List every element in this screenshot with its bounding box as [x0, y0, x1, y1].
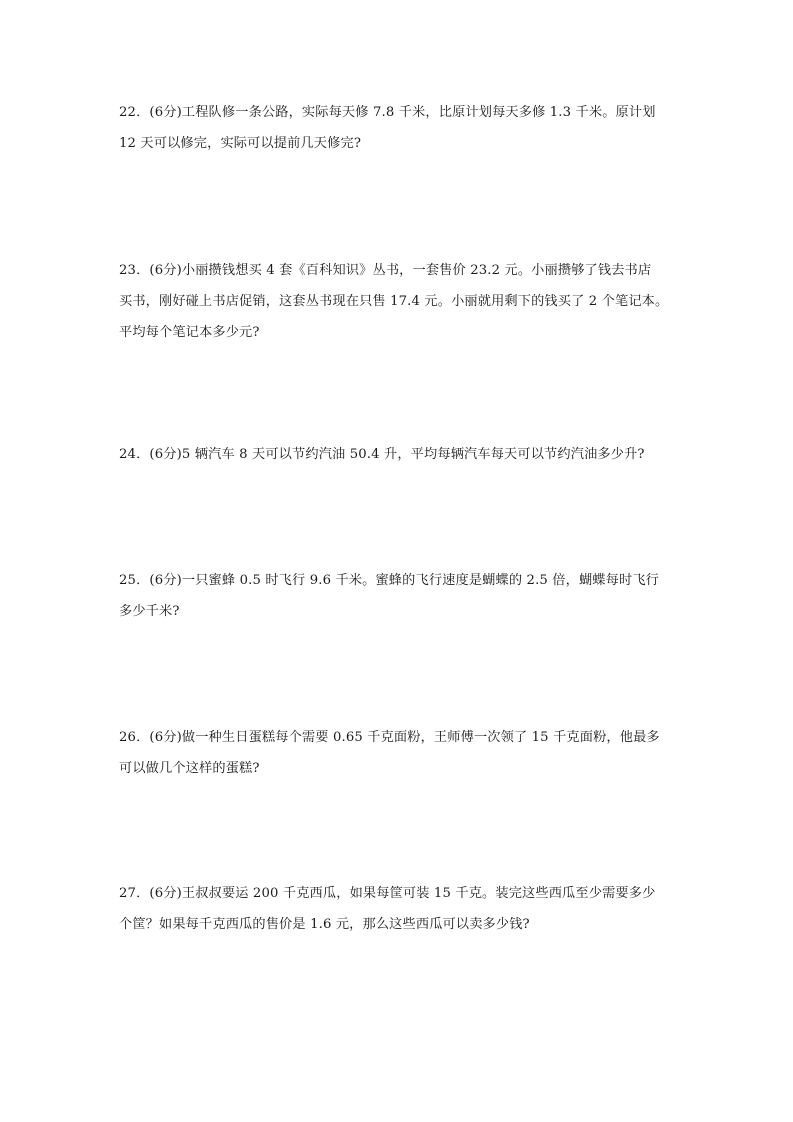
question-line: 买书，刚好碰上书店促销，这套丛书现在只售 17.4 元。小丽就用剩下的钱买了 2 个笔记本。 [119, 294, 669, 309]
question-line: 23．(6分)小丽攒钱想买 4 套《百科知识》丛书，一套售价 23.2 元。小丽攒够了钱去书店 [119, 263, 652, 278]
question-line: 25．(6分)一只蜜蜂 0.5 时飞行 9.6 千米。蜜蜂的飞行速度是蝴蝶的 2.5 倍，蝴蝶每时飞行 [119, 573, 659, 588]
question-line: 27．(6分)王叔叔要运 200 千克西瓜，如果每筐可装 15 千克。装完这些西瓜至少需要多少 [119, 886, 656, 901]
question-line: 多少千米? [119, 604, 180, 619]
question-line: 平均每个笔记本多少元? [119, 325, 260, 340]
question-line: 22．(6分)工程队修一条公路，实际每天修 7.8 千米，比原计划每天多修 1.3 千米。原计划 [119, 105, 656, 120]
question-line: 可以做几个这样的蛋糕? [119, 761, 260, 776]
question-line: 24．(6分)5 辆汽车 8 天可以节约汽油 50.4 升，平均每辆汽车每天可以节约汽油多少升? [119, 447, 645, 462]
question-22 [119, 97, 679, 159]
question-23 [119, 255, 679, 348]
question-24 [119, 439, 679, 470]
question-25 [119, 565, 679, 627]
question-line: 26．(6分)做一种生日蛋糕每个需要 0.65 千克面粉，王师傅一次领了 15 千克面粉，他最多 [119, 730, 660, 745]
question-27 [119, 878, 679, 940]
question-line: 12 天可以修完，实际可以提前几天修完? [119, 136, 362, 151]
question-line: 个筐？如果每千克西瓜的售价是 1.6 元，那么这些西瓜可以卖多少钱? [119, 917, 530, 932]
question-26 [119, 722, 679, 784]
